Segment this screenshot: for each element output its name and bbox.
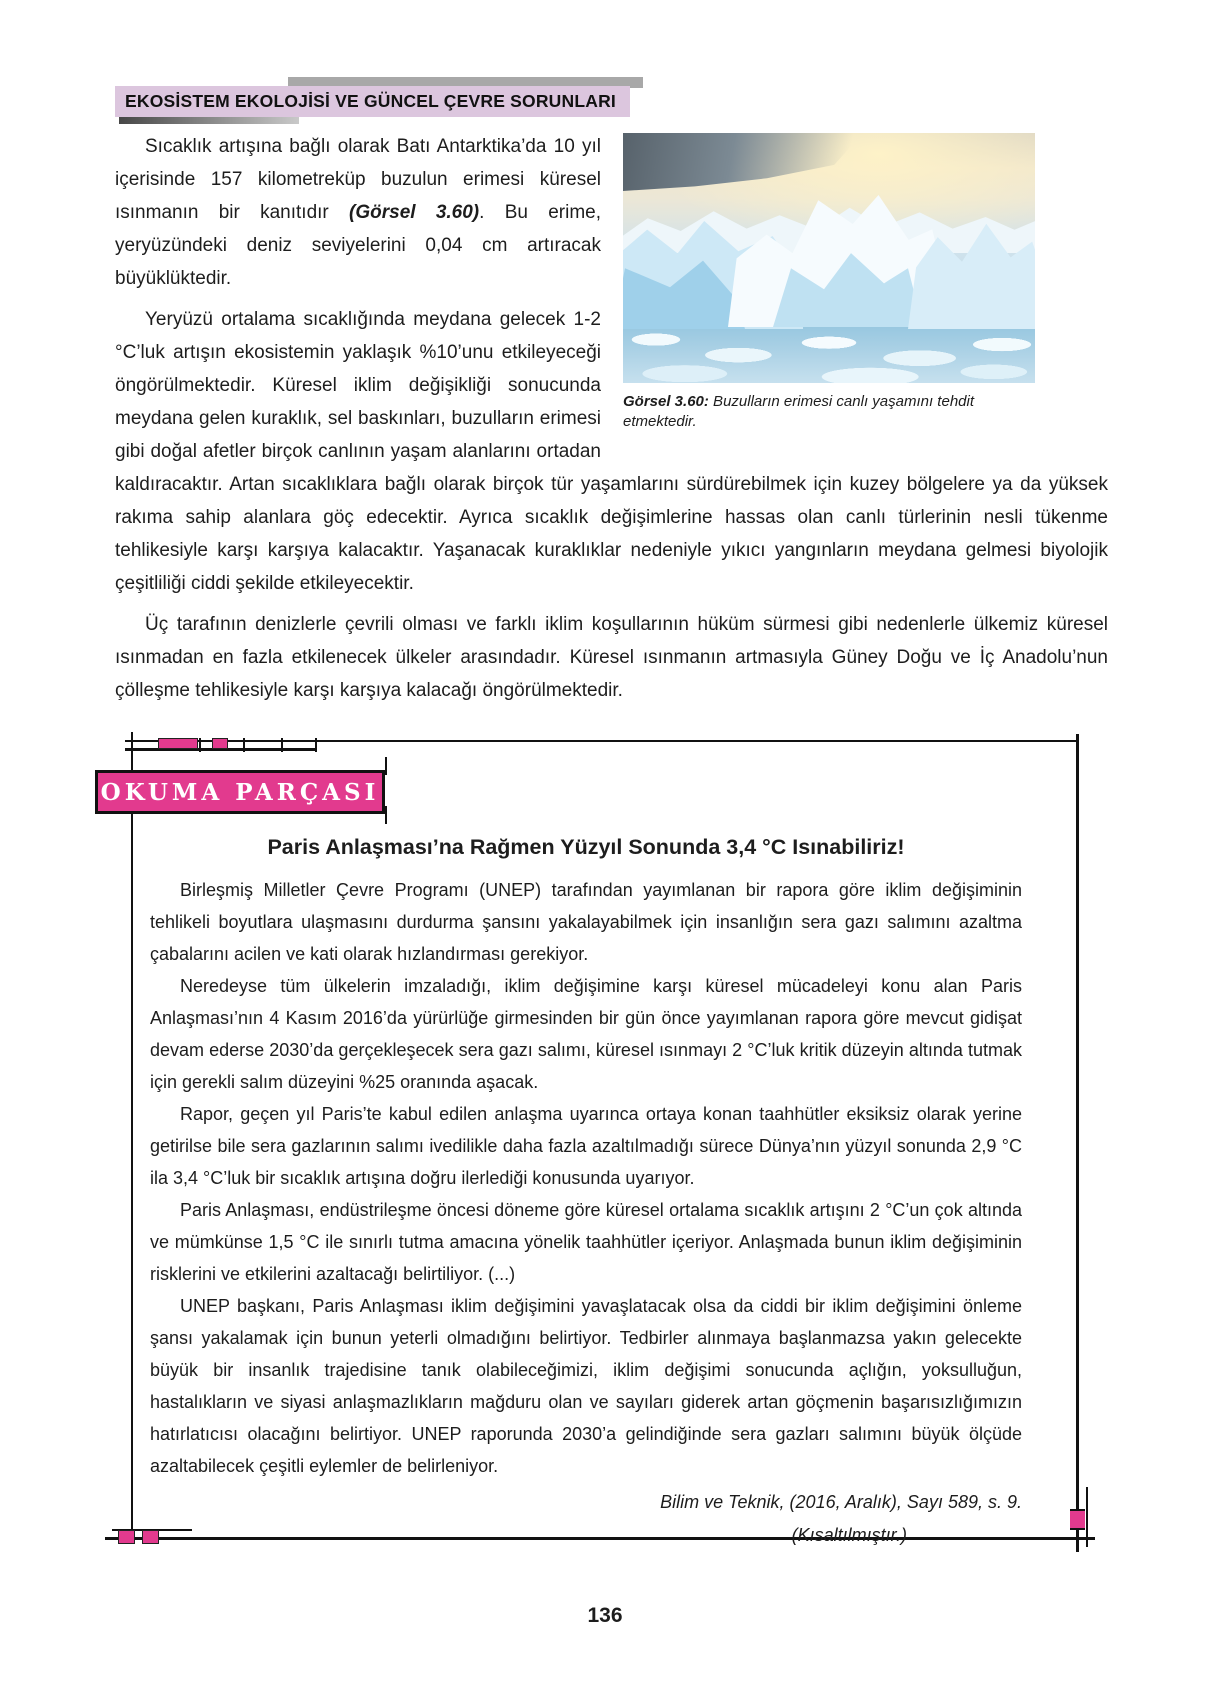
reading-box-right-border: [1076, 734, 1079, 1552]
decorative-pink-mark-right: [1070, 1509, 1085, 1530]
glacier-photo: [623, 133, 1035, 383]
reading-paragraph-1: Birleşmiş Milletler Çevre Programı (UNEP) tarafından yayımlanan bir rapora göre iklim değişiminin tehlikeli boyutlara ulaşmasını durdurma şansını yakalayabilmek için insanlığın sera gazı salımını azaltma çabalarını acilen ve kati olarak hızlandırması gerekiyor.: [150, 880, 1022, 964]
badge-crop-tick: [385, 806, 387, 824]
reading-source: Bilim ve Teknik, (2016, Aralık), Sayı 589, s. 9.: [660, 1492, 1022, 1512]
figure-caption-text: Buzulların erimesi canlı yaşamını tehdit etmektedir.: [623, 393, 975, 430]
article-paragraph-3: Üç tarafının denizlerle çevrili olması ve farklı iklim koşullarının hüküm sürmesi gibi nedenlerle ülkemiz küresel ısınmadan en fazla etkilenecek ülkeler arasındadır. Küresel ısınmanın artmasıyla Güney Doğu ve İç Anadolu’nun çölleşme tehlikesiyle karşı karşıya kalacağı öngörülmektedir.: [115, 614, 1108, 701]
p1-text-before: Sıcaklık artışına bağlı olarak Batı Antarktika’da 10 yıl içerisinde 157 kilometreküp buzulun erimesi küresel ısınmanın bir kanıtıdır: [115, 136, 601, 223]
decorative-pink-square: [118, 1530, 135, 1544]
p1-text-after: . Bu erime, yeryüzündeki deniz seviyelerini 0,04 cm artıracak büyüklüktedir.: [115, 202, 601, 289]
badge-crop-tick: [385, 757, 387, 775]
reading-paragraph-3: Rapor, geçen yıl Paris’te kabul edilen anlaşma uyarınca ortaya konan taahhütler eksiksiz olarak yerine getirilse bile sera gazlarının salımı ivedilikle daha fazla azaltılmadığı sürece Dünya’nın yüzyıl sonunda 2,9 °C ila 3,4 °C’luk bir sıcaklık artışına doğru ilerlediği konusunda uyarıyor.: [150, 1104, 1022, 1188]
figure-caption-label: Görsel 3.60:: [623, 393, 709, 410]
page-number: 136: [587, 1604, 623, 1627]
reading-source-note: (Kısaltılmıştır.): [791, 1525, 907, 1545]
article-body: [115, 130, 1108, 715]
figure-3-60: [623, 133, 1035, 432]
article-paragraph-2: Yeryüzü ortalama sıcaklığında meydana gelecek 1-2 °C’luk artışın ekosistemin yaklaşık %10’unu etkileyeceği öngörülmektedir. Küresel iklim değişikliği sonucunda meydana gelen kuraklık, sel baskınları, buzulların erimesi gibi doğal afetler birçok canlının yaşam alanlarını ortadan kaldıracaktır. Artan sıcaklıklara bağlı olarak birçok tür yaşamlarını sürdürebilmek için kuzey bölgelere ya da yüksek rakıma sahip alanlara göç edecektir. Ayrıca sıcaklık değişimlerine hassas olan canlı türlerinin nesli tükenme tehlikesiyle karşı karşıya kalacaktır. Yaşanacak kuraklıklar nedeniyle yıkıcı yangınların meydana gelmesi biyolojik çeşitliliği ciddi şekilde etkileyecektir.: [115, 309, 1108, 594]
reading-box-left-border: [131, 732, 133, 1540]
reading-title: Paris Anlaşması’na Rağmen Yüzyıl Sonunda 3,4 °C Isınabiliriz!: [267, 835, 905, 859]
figure-reference: (Görsel 3.60): [349, 202, 480, 223]
figure-caption: [623, 392, 1035, 432]
reading-box-top-rule: [125, 740, 1078, 742]
reading-paragraph-5: UNEP başkanı, Paris Anlaşması iklim değişimini yavaşlatacak olsa da ciddi bir iklim değişimini önleme şansı yakalamak için bunun yeterli olmadığını belirtiyor. Tedbirler alınmaya başlanmazsa yakın gelecekte büyük bir insanlık trajedisine tanık olabileceğimizi, iklim değişimi sonucunda açlığın, yoksulluğun, hastalıkların ve siyasi anlaşmazlıkların mağduru olan ve sayıları giderek artan göçmenin başarısızlığımızın hatırlatıcısı olacağını belirtiyor. UNEP raporunda 2030’a gelindiğinde sera gazları salımını büyük ölçüde azaltabilecek çeşitli eylemler de belirleniyor.: [150, 1296, 1022, 1476]
decorative-tick: [199, 738, 201, 752]
chapter-header: EKOSİSTEM EKOLOJİSİ VE GÜNCEL ÇEVRE SORUNLARI: [115, 86, 630, 117]
decorative-pink-rect: [158, 738, 198, 749]
header-shadow-bar-bottom: [119, 116, 299, 124]
decorative-tick: [281, 738, 283, 752]
decorative-pink-rect: [212, 738, 228, 749]
reading-section-badge: OKUMA PARÇASI: [95, 770, 385, 814]
decorative-tick: [243, 738, 245, 752]
decorative-tick: [315, 738, 317, 752]
reading-paragraph-4: Paris Anlaşması, endüstrileşme öncesi döneme göre küresel ortalama sıcaklık artışını 2 °C’un çok altında ve mümkünse 1,5 °C ile sınırlı tutma amacına yönelik taahhütler içeriyor. Anlaşmada bunun iklim değişiminin risklerini ve etkilerini azaltacağı belirtiliyor. (...): [150, 1200, 1022, 1284]
floating-ice-layer: [623, 321, 1035, 383]
reading-paragraph-2: Neredeyse tüm ülkelerin imzaladığı, iklim değişimine karşı küresel mücadeleyi konu alan Paris Anlaşması’nın 4 Kasım 2016’da yürürlüğe girmesinden bir gün önce yayımlanan rapora göre mevcut gidişat devam ederse 2030’da gerçekleşecek sera gazı salımı, küresel ısınmayı 2 °C’luk kritik düzeyin altında tutmak için gerekli salım düzeyini %25 oranında aşacak.: [150, 976, 1022, 1092]
reading-section: [150, 832, 1022, 1552]
